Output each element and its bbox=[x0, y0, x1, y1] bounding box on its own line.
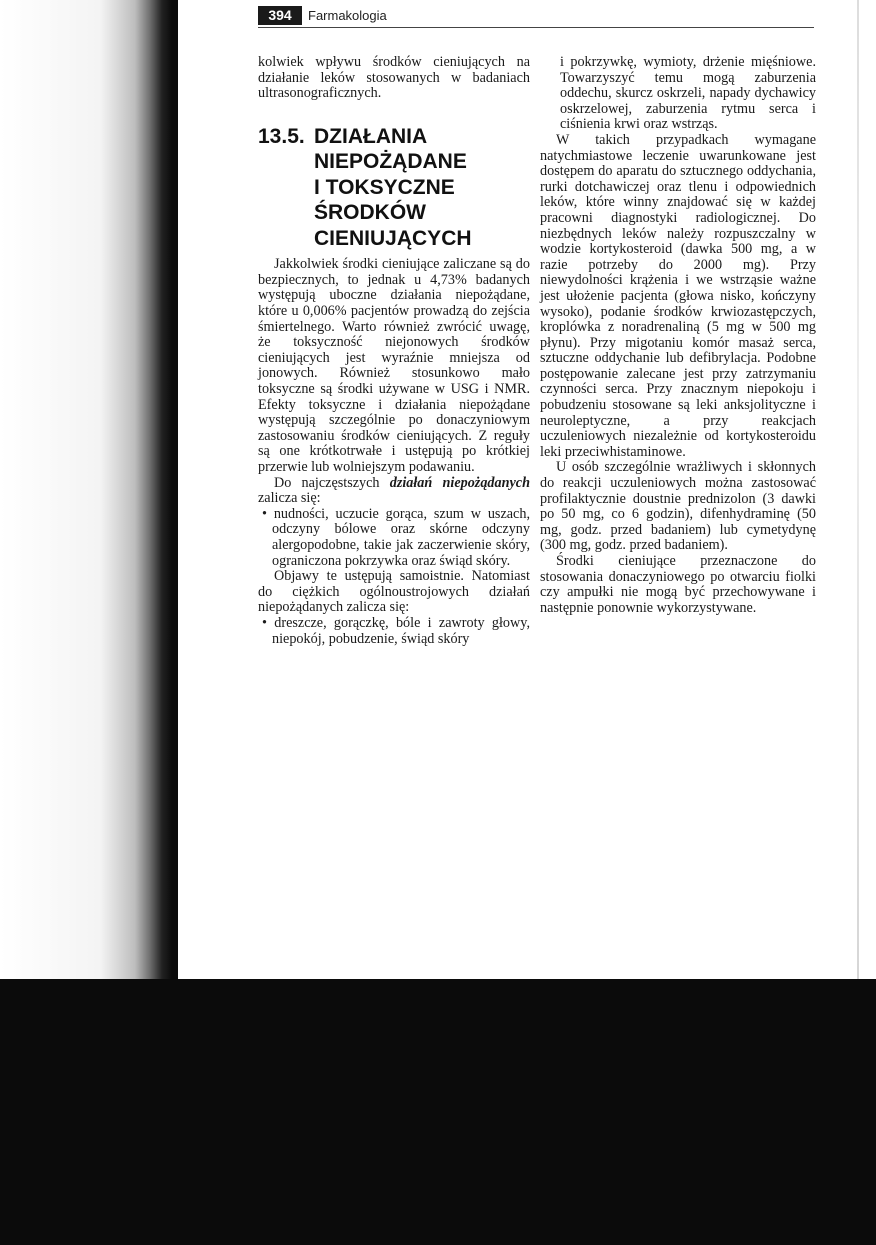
section-title-line: CIENIUJĄCYCH bbox=[314, 226, 472, 250]
bullet-item: • dreszcze, gorączkę, bóle i zawroty głowy, niepokój, pobudzenie, świąd skóry bbox=[262, 614, 530, 647]
left-column bbox=[258, 55, 530, 647]
page-header bbox=[258, 6, 818, 26]
paragraph-common-effects bbox=[258, 476, 530, 507]
emphasis-term: działań niepożądanych bbox=[389, 474, 530, 491]
paragraph-toxicity: Jakkolwiek środki cieniujące zaliczane są do bezpiecznych, to jednak u 4,73% badanych występują uboczne działania niepożądane, które u 0,006% pacjentów prowadzą do zejścia śmiertelnego. Warto również zwrócić uwagę, że toksyczność niejonowych środków cieniujących jest wyraźnie mniejsza od jonowych. Również stosunkowo mało toksyczne są środki używane w USG i NMR. Efekty toksyczne i działania niepożądane występują szczególnie po donaczyniowym zastosowaniu środków cieniujących. Z reguły są one krótkotrwałe i ustępują po krótkiej przerwie lub wolniejszym podawaniu. bbox=[258, 256, 530, 475]
paragraph-treatment: W takich przypadkach wymagane natychmiastowe leczenie uwarunkowane jest dostępem do aparatu do sztucznego oddychania, rurki dotchawiczej oraz tlenu i odpowiednich leków, które winny znajdować się w każdej pracowni diagnostyki radiologicznej. Do niezbędnych leków należy rozpuszczalny w wodzie kortykosteroid (dawka 500 mg, a w razie potrzeby do 2000 mg). Przy niewydolności krążenia i we wstrząsie ważne jest ułożenie pacjenta (głowa nisko, kończyny wysoko), podanie środków krwiozastępczych, kroplówka z noradrenaliną (5 mg w 500 mg płynu). Przy migotaniu komór masaż serca, sztuczne oddychanie lub defibrylacja. Podobne postępowanie zalecane jest przy zatrzymaniu czynności serca. Przy znacznym niepokoju i pobudzeniu stosowane są leki anksjolityczne i neuroleptyczne, a przy reakcjach uczuleniowych niezależnie od kortykosteroidu leki przeciwhistaminowe. bbox=[540, 131, 816, 460]
scan-edge-right bbox=[857, 0, 859, 979]
bullet-continuation: i pokrzywkę, wymioty, drżenie mięśniowe. Towarzyszyć temu mogą zaburzenia oddechu, skurcz oskrzeli, napady dychawicy oskrzelowej, zaburzenia rytmu serca i ciśnienia krwi oraz wstrząs. bbox=[560, 54, 816, 133]
page-number: 394 bbox=[258, 6, 302, 25]
scan-shadow-bottom bbox=[0, 979, 876, 1245]
section-heading bbox=[258, 124, 530, 252]
section-number: 13.5. bbox=[258, 124, 305, 148]
paragraph-prophylaxis: U osób szczególnie wrażliwych i skłonnych do reakcji uczuleniowych można zastosować profilaktycznie doustnie prednizolon (3 dawki po 50 mg, co 6 godzin), difenhydraminę (50 mg, godz. przed badaniem) lub cymetydynę (300 mg, godz. przed badaniem). bbox=[540, 459, 816, 554]
running-title: Farmakologia bbox=[308, 8, 387, 23]
section-title-line: DZIAŁANIA bbox=[314, 124, 428, 148]
header-rule bbox=[258, 27, 814, 28]
section-title-line: ŚRODKÓW bbox=[314, 201, 426, 225]
paragraph-storage: Środki cieniujące przeznaczone do stosowania donaczyniowego po otwarciu fiolki czy ampułki nie mogą być przechowywane i następnie ponownie wykorzystywane. bbox=[540, 553, 816, 616]
text-run: zalicza się: bbox=[258, 490, 321, 507]
right-column bbox=[540, 55, 816, 616]
section-title-line: I TOKSYCZNE bbox=[314, 175, 455, 199]
text-run: Do najczęstszych bbox=[274, 474, 390, 491]
intro-paragraph: kolwiek wpływu środków cieniujących na działanie leków stosowanych w badaniach ultrasonograficznych. bbox=[258, 54, 530, 102]
paragraph-severe-effects: Objawy te ustępują samoistnie. Natomiast do ciężkich ogólnoustrojowych działań niepożądanych zalicza się: bbox=[258, 568, 530, 616]
bullet-item: • nudności, uczucie gorąca, szum w uszach, odczyny bólowe oraz skórne odczyny alergopodobne, takie jak zaczerwienie skóry, ograniczona pokrzywka oraz świąd skóry. bbox=[262, 505, 530, 569]
section-title-line: NIEPOŻĄDANE bbox=[314, 150, 467, 174]
section-title bbox=[314, 124, 530, 252]
